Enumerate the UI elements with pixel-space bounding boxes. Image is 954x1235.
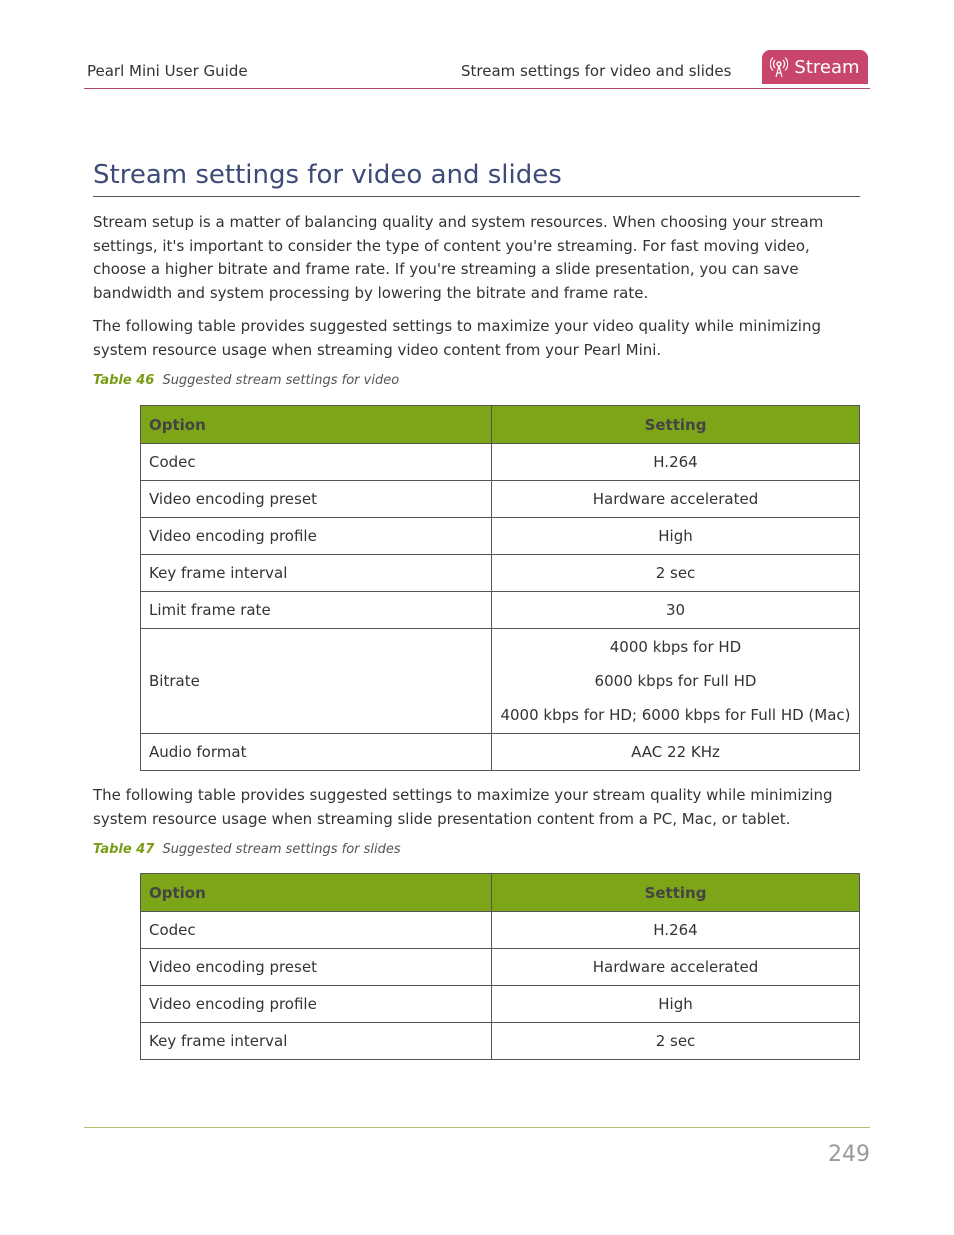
setting-cell: H.264 bbox=[492, 444, 860, 481]
stream-badge bbox=[762, 50, 868, 84]
setting-cell: 30 bbox=[492, 592, 860, 629]
setting-cell: 2 sec bbox=[492, 555, 860, 592]
header-option: Option bbox=[141, 406, 492, 444]
table-row bbox=[141, 518, 860, 555]
video-table-intro: The following table provides suggested settings to maximize your video quality while minimizing system resource usage when streaming video content from your Pearl Mini. bbox=[93, 317, 821, 359]
table-row bbox=[141, 1023, 860, 1060]
table-46-caption bbox=[93, 373, 399, 388]
table-row bbox=[141, 555, 860, 592]
setting-cell: High bbox=[492, 986, 860, 1023]
guide-title: Pearl Mini User Guide bbox=[87, 62, 248, 80]
header-setting: Setting bbox=[492, 406, 860, 444]
option-cell: Video encoding preset bbox=[141, 949, 492, 986]
table-row bbox=[141, 481, 860, 518]
table-row bbox=[141, 949, 860, 986]
table-47-caption bbox=[93, 842, 401, 857]
header-setting: Setting bbox=[492, 874, 860, 912]
setting-cell: 2 sec bbox=[492, 1023, 860, 1060]
table-row bbox=[141, 629, 860, 734]
caption-text: Suggested stream settings for slides bbox=[162, 842, 401, 857]
option-cell: Key frame interval bbox=[141, 1023, 492, 1060]
intro-paragraph: Stream setup is a matter of balancing quality and system resources. When choosing your stream settings, it's important to consider the type of content you're streaming. For fast moving video, choose a higher bitrate and frame rate. If you're streaming a slide presentation, you can save bandwidth and system processing by lowering the bitrate and frame rate. bbox=[93, 213, 824, 302]
broadcast-icon bbox=[770, 56, 788, 78]
slides-settings-table bbox=[140, 873, 860, 1060]
page-title: Stream settings for video and slides bbox=[93, 160, 860, 197]
table-row bbox=[141, 912, 860, 949]
slides-table-intro: The following table provides suggested settings to maximize your stream quality while minimizing system resource usage when streaming slide presentation content from a PC, Mac, or tablet. bbox=[93, 786, 833, 828]
badge-label: Stream bbox=[794, 56, 860, 78]
option-cell: Limit frame rate bbox=[141, 592, 492, 629]
header-option: Option bbox=[141, 874, 492, 912]
setting-cell: Hardware accelerated bbox=[492, 949, 860, 986]
option-cell: Audio format bbox=[141, 734, 492, 771]
setting-cell bbox=[492, 629, 860, 734]
table-row bbox=[141, 986, 860, 1023]
table-row bbox=[141, 734, 860, 771]
setting-cell: Hardware accelerated bbox=[492, 481, 860, 518]
table-header-row bbox=[141, 406, 860, 444]
setting-cell: High bbox=[492, 518, 860, 555]
caption-number: Table 46 bbox=[93, 373, 155, 388]
section-title: Stream settings for video and slides bbox=[461, 62, 732, 80]
table-row bbox=[141, 444, 860, 481]
page-footer-rule bbox=[84, 1127, 870, 1128]
table-row bbox=[141, 592, 860, 629]
option-cell: Video encoding profile bbox=[141, 986, 492, 1023]
caption-text: Suggested stream settings for video bbox=[162, 373, 400, 388]
option-cell: Bitrate bbox=[141, 629, 492, 734]
setting-cell: AAC 22 KHz bbox=[492, 734, 860, 771]
page-header bbox=[84, 50, 870, 89]
option-cell: Key frame interval bbox=[141, 555, 492, 592]
caption-number: Table 47 bbox=[93, 842, 155, 857]
table-header-row bbox=[141, 874, 860, 912]
page-number: 249 bbox=[828, 1142, 870, 1167]
video-settings-table bbox=[140, 405, 860, 771]
option-cell: Video encoding profile bbox=[141, 518, 492, 555]
option-cell: Codec bbox=[141, 444, 492, 481]
setting-cell: H.264 bbox=[492, 912, 860, 949]
setting-line: 4000 kbps for HD; 6000 kbps for Full HD (Mac) bbox=[500, 706, 851, 724]
option-cell: Video encoding preset bbox=[141, 481, 492, 518]
option-cell: Codec bbox=[141, 912, 492, 949]
setting-line: 6000 kbps for Full HD bbox=[594, 672, 757, 690]
setting-line: 4000 kbps for HD bbox=[609, 638, 742, 656]
